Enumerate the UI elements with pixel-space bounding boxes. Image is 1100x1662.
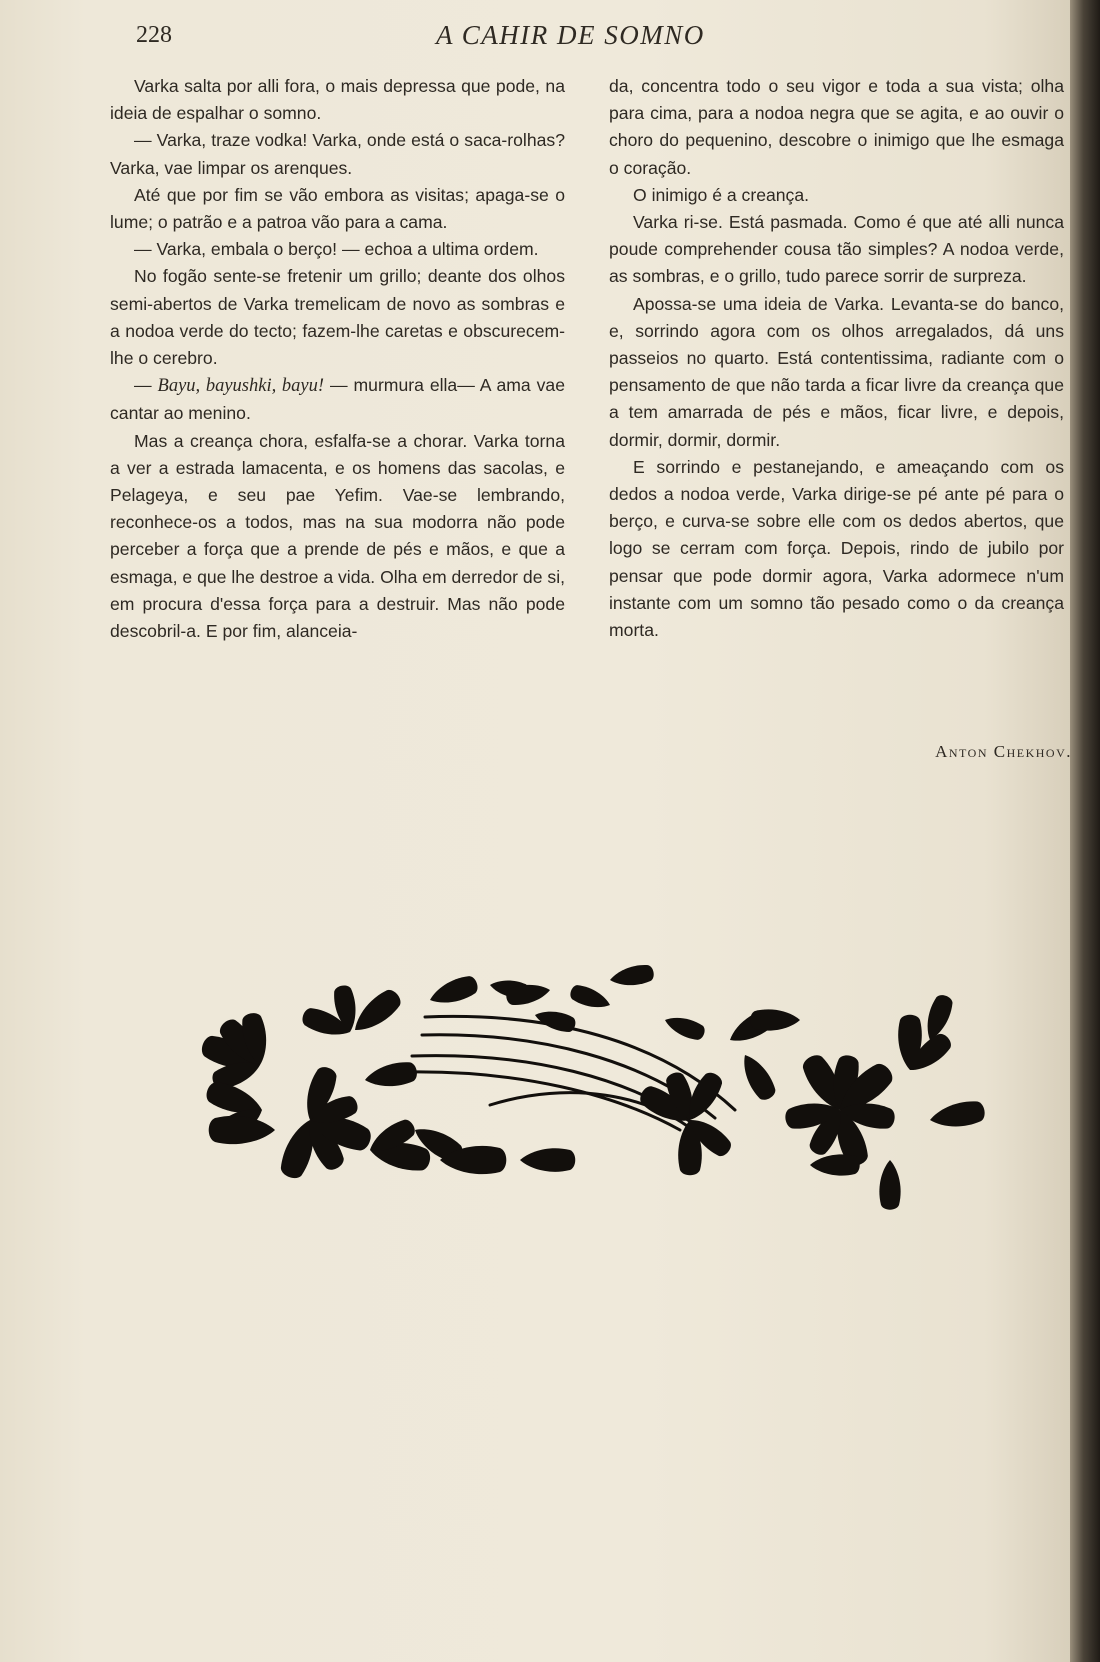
- paragraph: — Varka, embala o berço! — echoa a ultima ordem.: [134, 239, 539, 260]
- page-number: 228: [136, 22, 172, 48]
- paragraph: da, concentra todo o seu vigor e toda a sua vista; olha para cima, para a nodoa negra que se agita, e ao ouvir o choro do pequenino, descobre o inimigo que lhe esmaga o coração.: [609, 76, 1064, 178]
- lullaby-paragraph: [110, 372, 565, 427]
- dash: —: [134, 375, 158, 396]
- paragraph: Até que por fim se vão embora as visitas; apaga-se o lume; o patrão e a patroa vão para a cama.: [110, 184, 565, 233]
- paragraph: O inimigo é a creança.: [633, 184, 810, 205]
- left-column: [110, 73, 565, 645]
- right-column: [609, 73, 1064, 644]
- paragraph: Varka salta por alli fora, o mais depressa que pode, na ideia de espalhar o somno.: [110, 76, 565, 124]
- page-header: [136, 18, 1016, 58]
- floral-vignette-icon: [190, 960, 990, 1220]
- lullaby-words: Bayu, bayushki, bayu!: [157, 376, 325, 397]
- paragraph: — Varka, traze vodka! Varka, onde está o saca-rolhas? Varka, vae limpar os arenques.: [110, 130, 565, 178]
- author-signature: Anton Chekhov.: [935, 742, 1072, 761]
- lullaby-rest: — murmura ella— A ama vae cantar ao menino.: [110, 375, 565, 424]
- paragraph: Mas a creança chora, esfalfa-se a chorar. Varka torna a ver a estrada lamacenta, e os homens das sacolas, e Pelageya, e seu pae Yefim. Vae-se lembrando, reconhece-os a todos, mas na sua modorra não pode perceber a força que a prende de pés e mãos, e que a esmaga, e que lhe destroe a vida. Olha em derredor de si, em procura d'essa força para a destruir. Mas não pode descobril-a. E por fim, alanceia-: [110, 430, 565, 642]
- paragraph: E sorrindo e pestanejando, e ameaçando com os dedos a nodoa verde, Varka dirige-se pé ante pé para o berço, e curva-se sobre elle com os dedos abertos, que logo se cerram com força. Depois, rindo de jubilo por pensar que pode dormir agora, Varka adormece n'um instante com um somno tão pesado como o da creança morta.: [609, 456, 1064, 641]
- running-title: A CAHIR DE SOMNO: [436, 20, 705, 50]
- paragraph: Varka ri-se. Está pasmada. Como é que até alli nunca poude comprehender cousa tão simples? A nodoa verde, as sombras, e o grillo, tudo parece sorrir de surpreza.: [609, 212, 1064, 287]
- paragraph: No fogão sente-se fretenir um grillo; deante dos olhos semi-abertos de Varka tremelicam de novo as sombras e a nodoa verde do tecto; fazem-lhe caretas e obscurecem-lhe o cerebro.: [110, 266, 565, 369]
- book-spine-shadow: [1070, 0, 1100, 1662]
- paragraph: Apossa-se uma ideia de Varka. Levanta-se do banco, e, sorrindo agora com os olhos arregalados, dá uns passeios no quarto. Está contentissima, radiante com o pensamento de que não tarda a ficar livre da creança que a tem amarrada de pés e mãos, ficar livre, e depois, dormir, dormir, dormir.: [609, 293, 1064, 450]
